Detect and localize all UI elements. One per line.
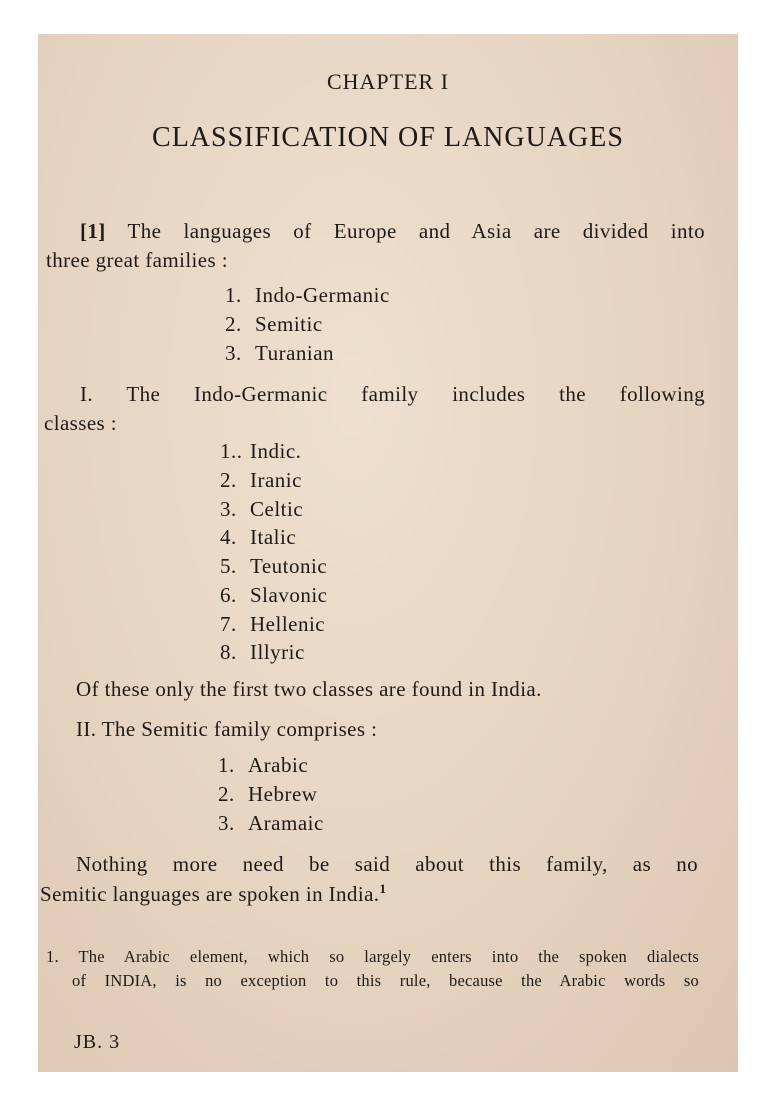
family-item: 1. Indo-Germanic <box>225 283 390 307</box>
family-item: 2. Semitic <box>225 312 323 336</box>
class-item: 7. Hellenic <box>220 612 326 636</box>
indo-germanic-note: Of these only the first two classes are found in India. <box>76 677 542 701</box>
semitic-item: 2. Hebrew <box>218 782 318 806</box>
class-item: 8. Illyric <box>220 640 305 664</box>
book-page <box>38 34 738 1072</box>
section1-line1-text: The languages of Europe and Asia are divided into <box>127 219 705 243</box>
class-item: 1.. Indic. <box>220 439 302 463</box>
class-item: 3. Celtic <box>220 497 304 521</box>
chapter-title: CLASSIFICATION OF LANGUAGES <box>152 122 624 153</box>
class-item: 4. Italic <box>220 525 297 549</box>
family-item: 3. Turanian <box>225 341 335 365</box>
section1-line2: three great families : <box>46 248 228 272</box>
footnote-line2: of INDIA, is no exception to this rule, because the Arabic words so <box>72 971 699 990</box>
semitic-item: 3. Aramaic <box>218 811 324 835</box>
class-item: 5. Teutonic <box>220 554 328 578</box>
semitic-intro: II. The Semitic family comprises : <box>76 717 378 741</box>
class-item: 6. Slavonic <box>220 583 328 607</box>
section1-line1 <box>80 219 705 244</box>
indo-germanic-line2: classes : <box>44 411 117 435</box>
semitic-item: 1. Arabic <box>218 753 309 777</box>
semitic-closing-line2: Semitic languages are spoken in India.$^1$ <box>40 881 387 906</box>
indo-germanic-line1: I. The Indo-Germanic family includes the following <box>80 382 705 406</box>
footnote-ref: 1 <box>379 881 387 896</box>
page-signature: JB. 3 <box>74 1031 121 1053</box>
class-item: 2. Iranic <box>220 468 302 492</box>
semitic-closing-line1: Nothing more need be said about this family, as no <box>76 852 698 876</box>
footnote-line1: 1. The Arabic element, which so largely enters into the spoken dialects <box>46 947 699 966</box>
chapter-heading: CHAPTER I <box>326 69 450 94</box>
section-marker: [1] <box>80 219 106 243</box>
